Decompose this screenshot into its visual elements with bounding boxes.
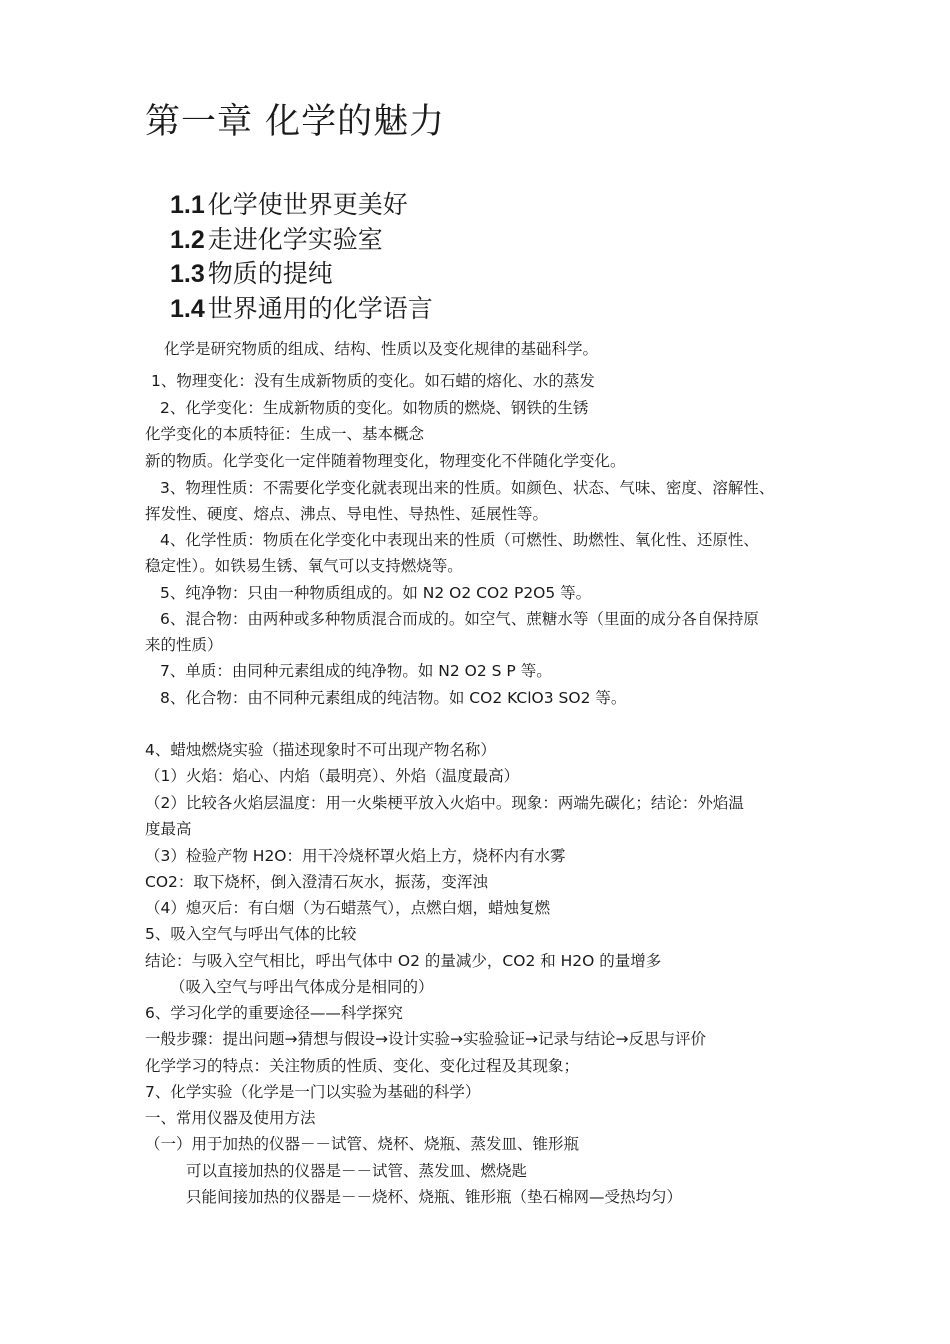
section-heading: 5、吸入空气与呼出气体的比较 (145, 925, 357, 943)
intro-text: 化学是研究物质的组成、结构、性质以及变化规律的基础科学。 (164, 340, 599, 358)
body-line: 化学变化的本质特征：生成一、基本概念 (145, 425, 425, 443)
body-line: 稳定性）。如铁易生锈、氧气可以支持燃烧等。 (145, 557, 463, 575)
table-of-contents (170, 188, 433, 326)
chapter-title: 第一章 化学的魅力 (145, 102, 446, 142)
body-line: CO2：取下烧杯，倒入澄清石灰水，振荡，变浑浊 (145, 873, 488, 891)
body-line: （1）火焰：焰心、内焰（最明亮）、外焰（温度最高） (145, 767, 520, 785)
toc-number: 1.3 (170, 260, 205, 288)
toc-item (170, 223, 433, 258)
toc-item (170, 188, 433, 223)
toc-text: 物质的提纯 (207, 259, 333, 288)
body-line: 7、单质：由同种元素组成的纯净物。如 N2 O2 S P 等。 (160, 662, 552, 680)
body-line: 1、物理变化：没有生成新物质的变化。如石蜡的熔化、水的蒸发 (151, 372, 595, 390)
body-line: 3、物理性质：不需要化学变化就表现出来的性质。如颜色、状态、气味、密度、溶解性、 (160, 479, 775, 497)
body-line: 一般步骤：提出问题→猜想与假设→设计实验→实验验证→记录与结论→反思与评价 (145, 1030, 706, 1048)
body-line: 6、混合物：由两种或多种物质混合而成的。如空气、蔗糖水等（里面的成分各自保持原 (160, 610, 759, 628)
body-line: 可以直接加热的仪器是－－试管、蒸发皿、燃烧匙 (186, 1162, 528, 1180)
section-heading: 6、学习化学的重要途径——科学探究 (145, 1004, 403, 1022)
toc-number: 1.4 (170, 294, 205, 323)
toc-number: 1.2 (170, 225, 205, 254)
body-line: 只能间接加热的仪器是－－烧杯、烧瓶、锥形瓶（垫石棉网—受热均匀） (186, 1188, 683, 1206)
body-line: 8、化合物：由不同种元素组成的纯洁物。如 CO2 KClO3 SO2 等。 (160, 689, 627, 707)
body-line: 化学学习的特点：关注物质的性质、变化、变化过程及其现象； (145, 1057, 580, 1075)
toc-text: 世界通用的化学语言 (207, 293, 433, 323)
body-line: （2）比较各火焰层温度：用一火柴梗平放入火焰中。现象：两端先碳化；结论：外焰温 (145, 794, 744, 812)
body-line: 来的性质） (145, 636, 223, 654)
body-line: 度最高 (145, 820, 192, 838)
toc-item (170, 292, 433, 327)
toc-number: 1.1 (170, 191, 205, 219)
body-line: 结论：与吸入空气相比，呼出气体中 O2 的量减少，CO2 和 H2O 的量增多 (145, 952, 662, 970)
body-line: 4、化学性质：物质在化学变化中表现出来的性质（可燃性、助燃性、氧化性、还原性、 (160, 531, 759, 549)
body-line: （3）检验产物 H2O：用干冷烧杯罩火焰上方，烧杯内有水雾 (145, 847, 566, 865)
toc-text: 走进化学实验室 (207, 224, 383, 254)
body-line: （吸入空气与呼出气体成分是相同的） (170, 978, 434, 996)
section-heading: 一、常用仪器及使用方法 (145, 1109, 316, 1127)
section-heading: 4、蜡烛燃烧实验（描述现象时不可出现产物名称） (145, 741, 496, 759)
body-line: （4）熄灭后：有白烟（为石蜡蒸气），点燃白烟，蜡烛复燃 (145, 899, 551, 917)
body-line: 新的物质。化学变化一定伴随着物理变化，物理变化不伴随化学变化。 (145, 452, 626, 470)
body-line: （一）用于加热的仪器－－试管、烧杯、烧瓶、蒸发皿、锥形瓶 (145, 1135, 580, 1153)
toc-item (170, 257, 433, 292)
toc-text: 化学使世界更美好 (207, 190, 408, 219)
body-line: 挥发性、硬度、熔点、沸点、导电性、导热性、延展性等。 (145, 505, 549, 523)
body-line: 5、纯净物：只由一种物质组成的。如 N2 O2 CO2 P2O5 等。 (160, 584, 592, 602)
section-heading: 7、化学实验（化学是一门以实验为基础的科学） (145, 1083, 481, 1101)
body-line: 2、化学变化：生成新物质的变化。如物质的燃烧、钢铁的生锈 (160, 399, 589, 417)
